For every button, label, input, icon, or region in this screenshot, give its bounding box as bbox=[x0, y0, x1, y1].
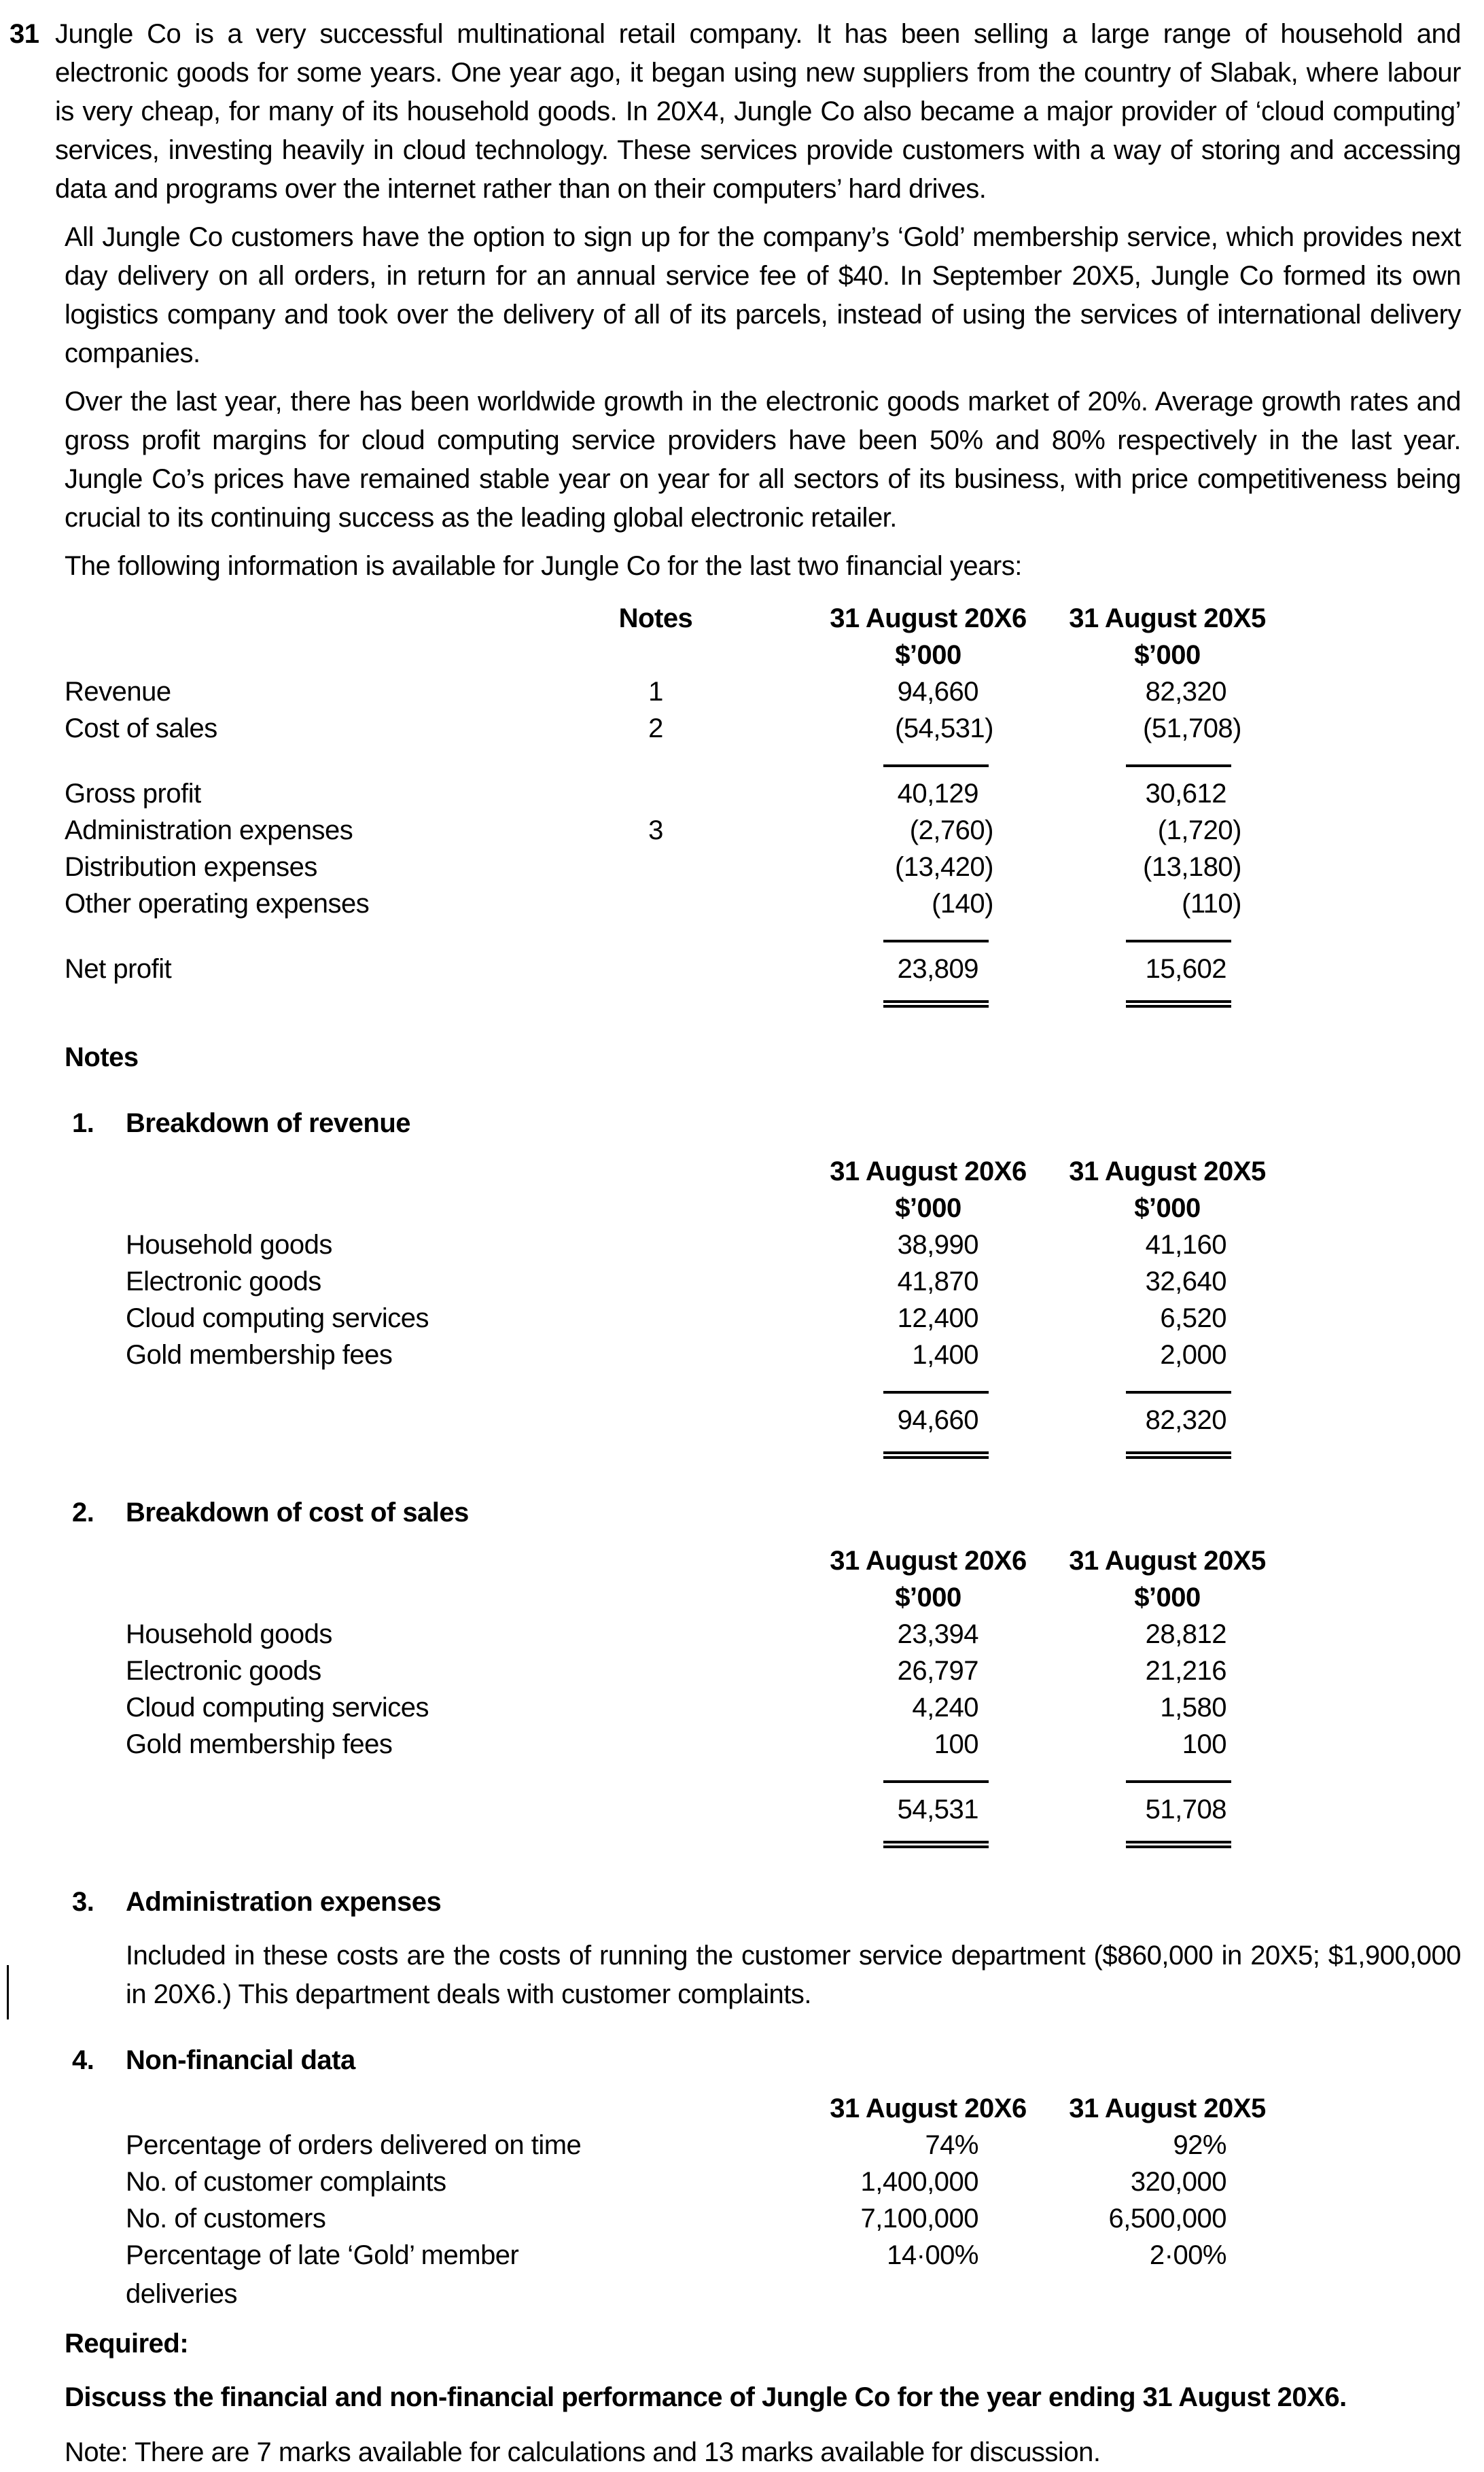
row-value-20x5: 100 bbox=[1182, 1729, 1226, 1759]
table-row bbox=[0, 885, 1484, 921]
row-value-20x5: 1,580 bbox=[1160, 1693, 1226, 1723]
row-value-20x5: 92% bbox=[1173, 2130, 1226, 2160]
row-value-20x6: (54,531) bbox=[895, 713, 993, 743]
units-row bbox=[0, 1189, 1484, 1226]
row-label: Gross profit bbox=[65, 779, 201, 809]
row-label: Administration expenses bbox=[65, 815, 353, 845]
row-value-20x6: 74% bbox=[925, 2130, 978, 2160]
row-value-20x6: 100 bbox=[934, 1729, 978, 1759]
row-value-20x5: 320,000 bbox=[1130, 2167, 1226, 2197]
note-number: 1. bbox=[72, 1108, 94, 1138]
note-number: 3. bbox=[72, 1887, 94, 1917]
column-header-20x5: 31 August 20X5 bbox=[1069, 603, 1266, 633]
double-rule-line bbox=[1126, 1451, 1231, 1459]
total-row bbox=[0, 1790, 1484, 1827]
units-20x5: $’000 bbox=[1134, 1583, 1201, 1612]
total-double-rule bbox=[0, 1827, 1484, 1856]
rule-line bbox=[1126, 764, 1231, 767]
row-label: Gold membership fees bbox=[126, 1340, 393, 1370]
row-value-20x5: 6,500,000 bbox=[1108, 2204, 1226, 2233]
row-value-20x6: (2,760) bbox=[909, 815, 993, 845]
table-row bbox=[0, 1689, 1484, 1725]
total-20x6: 54,531 bbox=[897, 1795, 978, 1824]
notes-heading: Notes bbox=[65, 1042, 139, 1072]
table-header-row bbox=[0, 599, 1484, 636]
row-value-20x5: 2,000 bbox=[1160, 1340, 1226, 1370]
units-row bbox=[0, 636, 1484, 673]
row-label: Cost of sales bbox=[65, 713, 217, 743]
double-rule-line bbox=[883, 1000, 989, 1008]
notes-column-header: Notes bbox=[618, 603, 693, 633]
row-value-20x5: 6,520 bbox=[1160, 1303, 1226, 1333]
row-value-20x6: 1,400 bbox=[912, 1340, 978, 1370]
subtotal-rule bbox=[0, 1373, 1484, 1401]
row-label: No. of customers bbox=[126, 2204, 326, 2233]
row-label: Other operating expenses bbox=[65, 889, 370, 919]
note1-heading bbox=[0, 1104, 1484, 1143]
row-value-20x6: 38,990 bbox=[897, 1230, 978, 1260]
intro-paragraph-1: Jungle Co is a very successful multinational retail company. It has been selling a large range of household and electronic goods for some years. One year ago, it began using new suppliers from the country of Slabak, where labour is very cheap, for many of its household goods. In 20X4, Jungle Co also became a major provider of ‘cloud computing’ services, investing heavily in cloud technology. These services provide customers with a way of storing and accessing data and programs over the internet rather than on their computers’ hard drives. bbox=[55, 19, 1461, 204]
row-value-20x6: (13,420) bbox=[895, 852, 993, 882]
row-value-20x6: 23,394 bbox=[897, 1619, 978, 1649]
row-value-20x6: 26,797 bbox=[897, 1656, 978, 1686]
row-value-20x5: (13,180) bbox=[1143, 852, 1241, 882]
required-marks-note: Note: There are 7 marks available for calculations and 13 marks available for discussion. bbox=[65, 2437, 1101, 2467]
row-label: No. of customer complaints bbox=[126, 2167, 446, 2197]
table-row bbox=[0, 811, 1484, 848]
table-row bbox=[0, 775, 1484, 811]
units-20x5: $’000 bbox=[1134, 1193, 1201, 1223]
total-row bbox=[0, 1401, 1484, 1438]
note-title: Breakdown of revenue bbox=[126, 1108, 411, 1138]
table-row bbox=[0, 1263, 1484, 1299]
table-row bbox=[0, 1226, 1484, 1263]
table-row bbox=[0, 709, 1484, 746]
subtotal-rule bbox=[0, 1762, 1484, 1790]
table-row bbox=[0, 2163, 1484, 2200]
row-value-20x5: (51,708) bbox=[1143, 713, 1241, 743]
row-note-ref: 1 bbox=[648, 677, 663, 707]
column-header-20x6: 31 August 20X6 bbox=[830, 603, 1027, 633]
row-label: Percentage of orders delivered on time bbox=[126, 2130, 582, 2160]
row-value-20x5: 28,812 bbox=[1145, 1619, 1226, 1649]
table-header-row bbox=[0, 2089, 1484, 2126]
total-20x6: 94,660 bbox=[897, 1405, 978, 1435]
row-value-20x6: (140) bbox=[932, 889, 993, 919]
rule-line bbox=[883, 1391, 989, 1394]
row-label: Household goods bbox=[126, 1619, 332, 1649]
note2-heading bbox=[0, 1494, 1484, 1532]
row-value-20x5: 32,640 bbox=[1145, 1267, 1226, 1296]
row-value-20x6: 7,100,000 bbox=[860, 2204, 978, 2233]
row-value-20x6: 40,129 bbox=[897, 779, 978, 809]
total-double-rule bbox=[0, 1438, 1484, 1466]
units-20x6: $’000 bbox=[895, 640, 961, 670]
note-title: Breakdown of cost of sales bbox=[126, 1498, 469, 1528]
total-20x5: 51,708 bbox=[1145, 1795, 1226, 1824]
table-row bbox=[0, 1336, 1484, 1373]
units-20x5: $’000 bbox=[1134, 640, 1201, 670]
row-label: Net profit bbox=[65, 954, 172, 984]
question-intro bbox=[0, 15, 1484, 209]
row-value-20x6: 4,240 bbox=[912, 1693, 978, 1723]
column-header-20x6: 31 August 20X6 bbox=[830, 2094, 1027, 2123]
required-heading: Required: bbox=[65, 2329, 189, 2359]
row-value-20x5: 30,612 bbox=[1145, 779, 1226, 809]
lead-in-sentence: The following information is available for Jungle Co for the last two financial years: bbox=[65, 551, 1022, 581]
row-label: Gold membership fees bbox=[126, 1729, 393, 1759]
row-label: Percentage of late ‘Gold’ member deliveries bbox=[126, 2240, 519, 2309]
rule-line bbox=[1126, 1391, 1231, 1394]
rule-line bbox=[883, 1780, 989, 1783]
note-title: Non-financial data bbox=[126, 2045, 355, 2075]
rule-line bbox=[1126, 1780, 1231, 1783]
table-row bbox=[0, 1652, 1484, 1689]
double-rule-line bbox=[883, 1451, 989, 1459]
row-label: Cloud computing services bbox=[126, 1693, 429, 1723]
subtotal-rule bbox=[0, 921, 1484, 950]
row-value-20x6: 14·00% bbox=[887, 2240, 978, 2270]
row-value-20x5: (1,720) bbox=[1157, 815, 1241, 845]
row-label: Electronic goods bbox=[126, 1656, 321, 1686]
row-value-20x5: 21,216 bbox=[1145, 1656, 1226, 1686]
note-title: Administration expenses bbox=[126, 1887, 442, 1917]
row-value-20x5: 82,320 bbox=[1145, 677, 1226, 707]
table-row bbox=[0, 2126, 1484, 2163]
note-number: 4. bbox=[72, 2045, 94, 2075]
row-value-20x5: 41,160 bbox=[1145, 1230, 1226, 1260]
table-row bbox=[0, 2236, 1484, 2309]
note3-body-wrap bbox=[0, 1937, 1484, 2014]
table-row bbox=[0, 848, 1484, 885]
units-20x6: $’000 bbox=[895, 1583, 961, 1612]
column-header-20x6: 31 August 20X6 bbox=[830, 1156, 1027, 1186]
row-value-20x6: 94,660 bbox=[897, 677, 978, 707]
row-label: Electronic goods bbox=[126, 1267, 321, 1296]
row-label: Cloud computing services bbox=[126, 1303, 429, 1333]
column-header-20x5: 31 August 20X5 bbox=[1069, 1546, 1266, 1576]
row-value-20x5: (110) bbox=[1182, 889, 1241, 919]
total-double-rule bbox=[0, 987, 1484, 1015]
column-header-20x5: 31 August 20X5 bbox=[1069, 1156, 1266, 1186]
rule-line bbox=[883, 764, 989, 767]
note4-heading bbox=[0, 2041, 1484, 2080]
margin-change-bar bbox=[7, 1965, 9, 2019]
intro-paragraph-3: Over the last year, there has been worldwide growth in the electronic goods market of 20%. Average growth rates and gross profit margins for cloud computing service providers have been 50% and 80% respectively in the last year. Jungle Co’s prices have remained stable year on year for all sectors of its business, with price competitiveness being crucial to its continuing success as the leading global electronic retailer. bbox=[65, 387, 1461, 533]
table-row bbox=[0, 1725, 1484, 1762]
rule-line bbox=[883, 940, 989, 942]
note-number: 2. bbox=[72, 1498, 94, 1528]
units-row bbox=[0, 1578, 1484, 1615]
row-value-20x5: 2·00% bbox=[1149, 2240, 1226, 2270]
table-header-row bbox=[0, 1152, 1484, 1189]
table-row bbox=[0, 2200, 1484, 2236]
revenue-breakdown-table bbox=[0, 1152, 1484, 1466]
non-financial-data-table bbox=[0, 2089, 1484, 2309]
table-row bbox=[0, 1615, 1484, 1652]
row-value-20x6: 12,400 bbox=[897, 1303, 978, 1333]
double-rule-line bbox=[1126, 1000, 1231, 1008]
table-row bbox=[0, 673, 1484, 709]
note3-heading bbox=[0, 1883, 1484, 1922]
cost-of-sales-breakdown-table bbox=[0, 1542, 1484, 1856]
row-label: Household goods bbox=[126, 1230, 332, 1260]
row-value-20x6: 23,809 bbox=[897, 954, 978, 984]
total-20x5: 82,320 bbox=[1145, 1405, 1226, 1435]
row-value-20x6: 1,400,000 bbox=[860, 2167, 978, 2197]
row-value-20x6: 41,870 bbox=[897, 1267, 978, 1296]
column-header-20x5: 31 August 20X5 bbox=[1069, 2094, 1266, 2123]
row-value-20x5: 15,602 bbox=[1145, 954, 1226, 984]
table-row bbox=[0, 1299, 1484, 1336]
row-label: Revenue bbox=[65, 677, 171, 707]
double-rule-line bbox=[1126, 1841, 1231, 1848]
intro-paragraph-2: All Jungle Co customers have the option to sign up for the company’s ‘Gold’ membership service, which provides next day delivery on all orders, in return for an annual service fee of $40. In September 20X5, Jungle Co formed its own logistics company and took over the delivery of all of its parcels, instead of using the services of international delivery companies. bbox=[65, 222, 1461, 368]
note3-body: Included in these costs are the costs of running the customer service department ($860,000 in 20X5; $1,900,000 in 20X6.) This department deals with customer complaints. bbox=[126, 1941, 1461, 2009]
rule-line bbox=[1126, 940, 1231, 942]
row-note-ref: 2 bbox=[648, 713, 663, 743]
row-note-ref: 3 bbox=[648, 815, 663, 845]
row-label: Distribution expenses bbox=[65, 852, 317, 882]
units-20x6: $’000 bbox=[895, 1193, 961, 1223]
income-statement-table bbox=[0, 599, 1484, 1015]
column-header-20x6: 31 August 20X6 bbox=[830, 1546, 1027, 1576]
double-rule-line bbox=[883, 1841, 989, 1848]
table-header-row bbox=[0, 1542, 1484, 1578]
question-number: 31 bbox=[10, 19, 39, 49]
table-row bbox=[0, 950, 1484, 987]
subtotal-rule bbox=[0, 746, 1484, 775]
required-task: Discuss the financial and non-financial performance of Jungle Co for the year ending 31 August 20X6. bbox=[65, 2382, 1347, 2412]
